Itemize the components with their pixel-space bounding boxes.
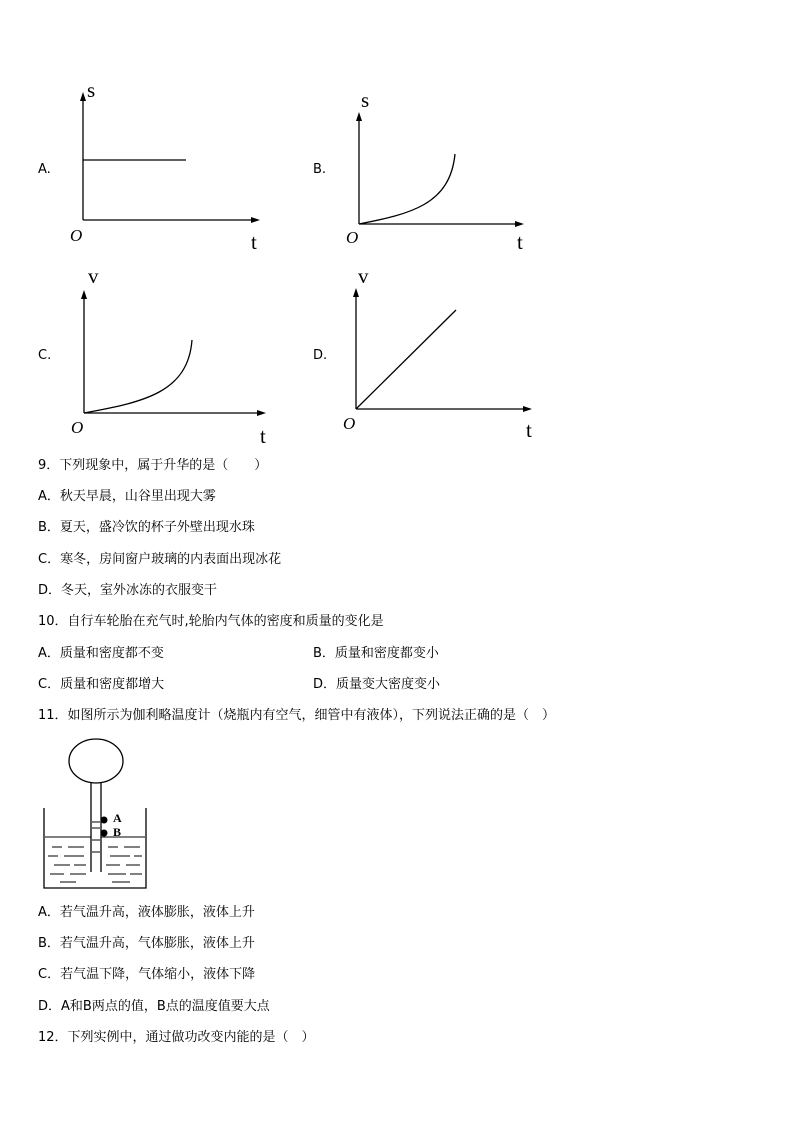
graph-d-x-axis-label: t [526,418,532,442]
q9-option-a: A．秋天早晨，山谷里出现大雾 [38,489,216,504]
q11-option-d: D．A和B两点的值，B点的温度值要大点 [38,999,270,1014]
q9-option-d: D．冬天，室外冰冻的衣服变干 [38,583,218,598]
graph-c-x-axis-label: t [260,424,266,448]
graph-c-option-label: C. [38,348,52,363]
q10-option-d: D．质量变大密度变小 [313,677,441,692]
q9-stem: 9．下列现象中，属于升华的是（ ） [38,458,268,473]
marker-a-dot [101,817,108,824]
q11-stem: 11．如图所示为伽利略温度计（烧瓶内有空气，细管中有液体），下列说法正确的是（ ） [38,708,556,723]
q10-option-c: C．质量和密度都增大 [38,677,165,692]
q10-option-b: B．质量和密度都变小 [313,646,439,661]
graph-b-y-axis-label: s [361,88,370,112]
graph-c-y-axis-label: v [88,264,99,288]
thermometer-bulb [69,739,123,783]
graph-b-option-label: B. [313,162,327,177]
marker-b-dot [101,830,108,837]
graph-a-x-axis-label: t [251,230,257,254]
q12-stem: 12．下列实例中，通过做功改变内能的是（ ） [38,1030,315,1045]
graph-a-y-axis-label: s [87,78,96,102]
beaker-outline [44,808,146,888]
q10-stem: 10．自行车轮胎在充气时,轮胎内气体的密度和质量的变化是 [38,614,384,629]
q11-option-c: C．若气温下降，气体缩小，液体下降 [38,967,256,982]
q9-option-c: C．寒冬，房间窗户玻璃的内表面出现冰花 [38,552,282,567]
q9-option-b: B．夏天，盛冷饮的杯子外壁出现水珠 [38,520,255,535]
q10-option-a: A．质量和密度都不变 [38,646,164,661]
graph-b-x-axis-label: t [517,230,523,254]
q11-option-a: A．若气温升高，液体膨胀，液体上升 [38,905,255,920]
graph-a-option-label: A. [38,162,51,177]
marker-a-label: A [113,811,122,825]
q11-option-b: B．若气温升高，气体膨胀，液体上升 [38,936,255,951]
graph-d-option-label: D. [313,348,328,363]
graph-d-origin-label: O [343,414,356,433]
graph-d-y-axis-label: v [358,264,369,288]
marker-b-label: B [113,825,122,839]
graph-b-origin-label: O [346,228,359,247]
graph-c-origin-label: O [71,418,84,437]
graph-a-origin-label: O [70,226,83,245]
